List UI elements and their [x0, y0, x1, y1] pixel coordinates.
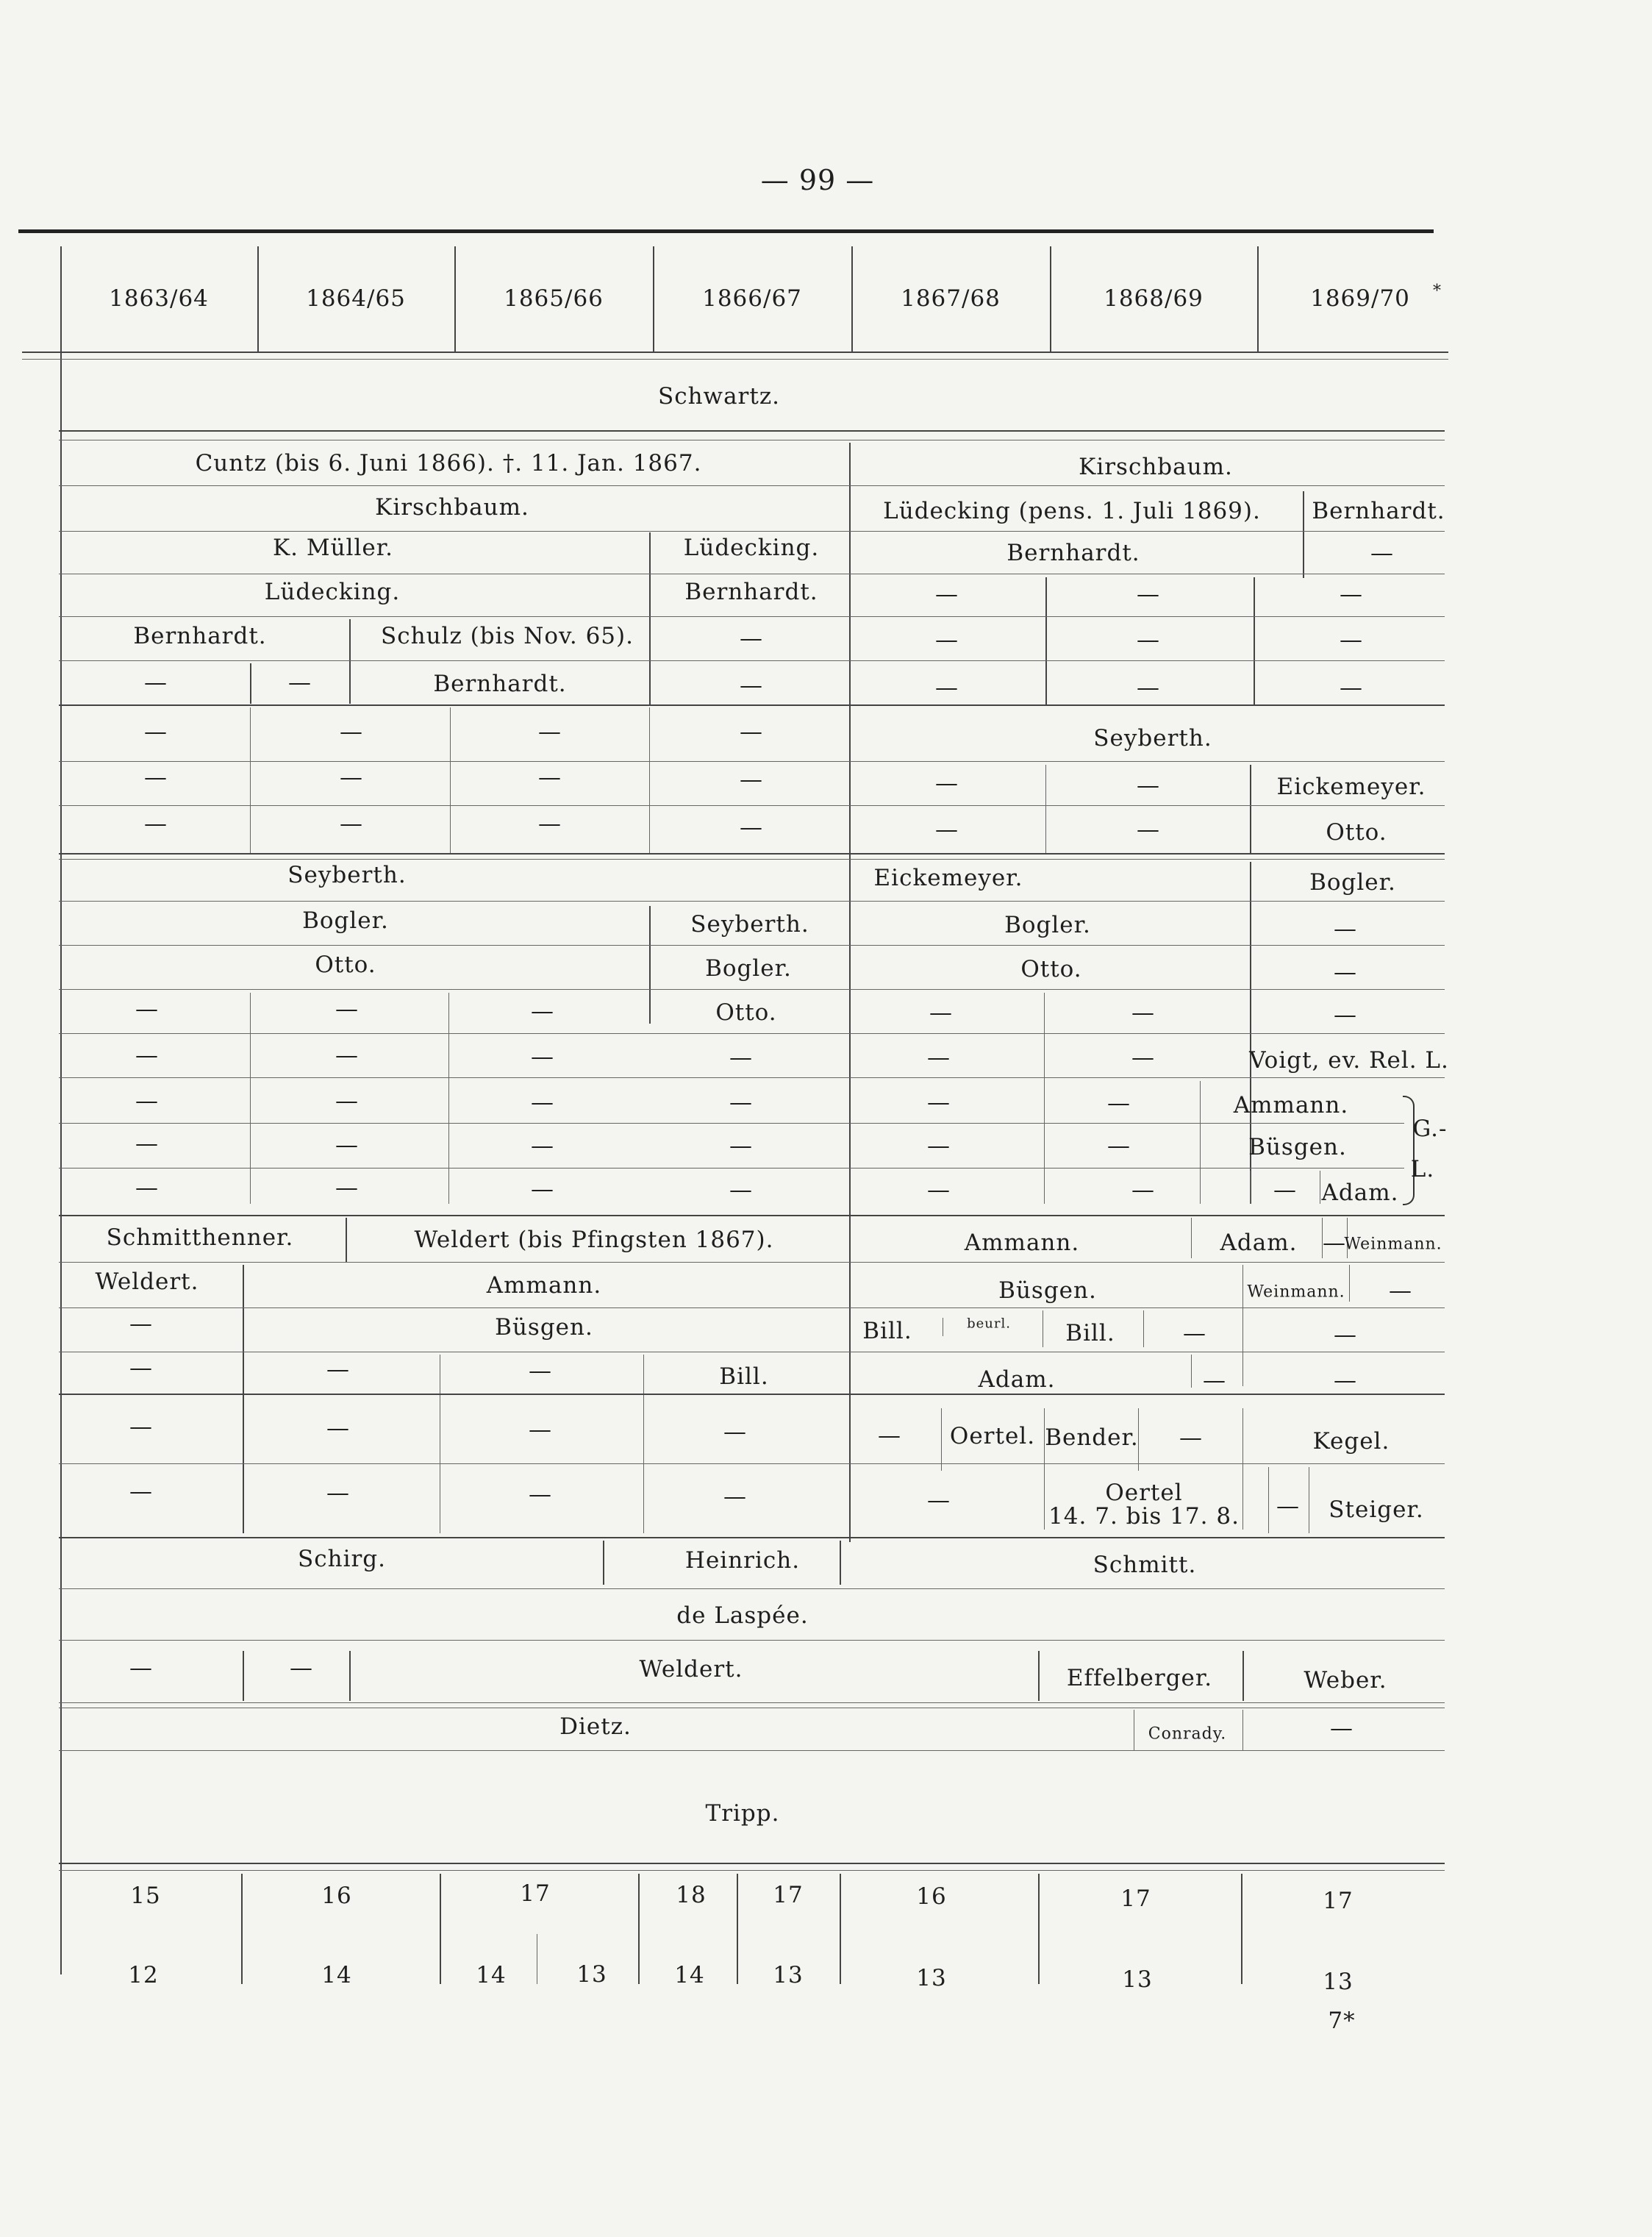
row-schmitthenner: Schmitthenner.: [106, 1224, 294, 1251]
row-bernhardt-b: Bernhardt.: [1006, 540, 1140, 566]
total-1-3: 18: [676, 1882, 707, 1908]
row-schwartz: Schwartz.: [657, 383, 781, 410]
total-1-1: 16: [321, 1883, 352, 1909]
year-1868: 1868/69: [1104, 285, 1204, 312]
row-bill-b: Bill.: [1065, 1320, 1115, 1346]
total-2-0: 12: [128, 1962, 159, 1988]
total-2-3: 13: [576, 1961, 607, 1988]
row-ammann-c: Ammann.: [486, 1272, 602, 1299]
row-bender: Bender.: [1045, 1424, 1139, 1451]
row-ammann-a: Ammann.: [1233, 1092, 1349, 1118]
document-page: — 99 — 1863/64 1864/65 1865/66 1866/67 1867/68 1868/69 1869/70 * Schwartz. Cuntz (bis 6. Juni 1866). †. 11. Jan. 1867. Kirschbaum. Kirschbaum. Lüdecking (pens. 1. Juli 1869). Bernhardt. K. Müller. Lüdecking. Bernhardt. — Lüdecking. Bernhardt. — — — Bernhardt. Schulz (bis Nov. 65). — — — — — — Bernhardt. — — — — — — — — Seyberth. — — — — — — Eickemeyer. — — — — — — Otto. Seyberth. Eickemeyer. Bogler. Bogler. Seyberth. Bogler. — Otto. Bogler. Otto. — — — — Otto. — — — — — — — — — Voigt, ev. Rel. L. — — — — — — Ammann. — — — — — — Büsgen. G.- L. — — — — — — — Adam. Schmitthenner. Weldert (bis Pfingsten 1867). Ammann. Adam. — Weinmann. Weldert. Ammann. Büsgen. Weinmann. — — Büsgen. Bill. beurl. Bill. — — — — — Bill. Adam. — — — — — — — Oertel. Bender. — Kegel. — — — — — Oertel 14. 7. bis 17. 8. — Steiger. Schirg. Heinrich. Schmitt. de Laspée. — — Weldert. Effelberger. Weber. Dietz. Conrady. — Tripp. 15 16 17 18 17 16 17 17 12 14 14 13 14 13 13 13 13 7*: [0, 0, 1652, 2237]
year-1863: 1863/64: [109, 285, 209, 312]
row-buesgen-b: Büsgen.: [998, 1277, 1097, 1304]
total-1-7: 17: [1323, 1888, 1354, 1914]
row-heinrich: Heinrich.: [684, 1547, 801, 1574]
row-seyberth-a: Seyberth.: [1093, 725, 1212, 752]
row-luedecking-pens: Lüdecking (pens. 1. Juli 1869).: [883, 498, 1261, 524]
page-number: — 99 —: [760, 164, 875, 196]
row-luedecking-b: Lüdecking.: [264, 579, 401, 605]
total-1-2: 17: [520, 1880, 551, 1907]
row-otto-a: Otto.: [1326, 819, 1387, 846]
row-bill-c: Bill.: [719, 1363, 769, 1390]
row-eickemeyer-b: Eickemeyer.: [873, 865, 1023, 891]
row-buesgen-c: Büsgen.: [495, 1314, 593, 1341]
row-k-mueller: K. Müller.: [272, 535, 394, 561]
row-kirschbaum-right: Kirschbaum.: [1079, 454, 1233, 480]
year-1866: 1866/67: [702, 285, 802, 312]
row-bernhardt-c: Bernhardt.: [684, 579, 818, 605]
row-seyberth-b: Seyberth.: [287, 862, 407, 888]
row-conrady: Conrady.: [1148, 1724, 1227, 1744]
row-beurl: beurl.: [967, 1316, 1011, 1332]
row-bogler-b: Bogler.: [302, 907, 389, 934]
total-2-7: 13: [1122, 1966, 1153, 1993]
row-bogler-d: Bogler.: [705, 955, 792, 982]
row-buesgen-a: Büsgen.: [1248, 1134, 1347, 1160]
row-oertel-a: Oertel.: [949, 1423, 1036, 1449]
row-bernhardt-e: Bernhardt.: [433, 671, 567, 697]
total-1-6: 17: [1120, 1885, 1151, 1912]
total-2-6: 13: [916, 1965, 947, 1991]
row-bogler-a: Bogler.: [1309, 869, 1396, 896]
left-border: [60, 246, 62, 1974]
row-weber: Weber.: [1304, 1667, 1387, 1694]
row-tripp: Tripp.: [705, 1800, 780, 1827]
row-oertel-b: Oertel: [1105, 1480, 1183, 1506]
row-weldert-pfingsten: Weldert (bis Pfingsten 1867).: [414, 1227, 774, 1253]
row-otto-c: Otto.: [1020, 956, 1082, 982]
total-2-8: 13: [1323, 1969, 1354, 1995]
row-bill-a: Bill.: [862, 1318, 912, 1344]
row-luedecking-a: Lüdecking.: [683, 535, 820, 561]
row-bernhardt-d: Bernhardt.: [133, 623, 267, 649]
row-weldert-b: Weldert.: [639, 1656, 743, 1683]
row-schmitt: Schmitt.: [1093, 1552, 1197, 1578]
row-schirg: Schirg.: [298, 1546, 386, 1572]
row-bogler-c: Bogler.: [1004, 912, 1091, 938]
top-rule: [18, 229, 1434, 233]
row-weinmann-b: Weinmann.: [1247, 1282, 1345, 1302]
row-adam-a: Adam.: [1321, 1180, 1399, 1206]
year-1869: 1869/70: [1310, 285, 1410, 312]
row-weldert-a: Weldert.: [95, 1269, 199, 1295]
row-laspee: de Laspée.: [676, 1602, 809, 1629]
label-g: G.-: [1412, 1116, 1448, 1142]
row-seyberth-c: Seyberth.: [690, 911, 809, 938]
total-1-5: 16: [916, 1883, 947, 1910]
total-2-4: 14: [674, 1962, 705, 1988]
row-oertel-dates: 14. 7. bis 17. 8.: [1048, 1503, 1240, 1530]
row-adam-c: Adam.: [978, 1366, 1056, 1393]
row-ammann-b: Ammann.: [964, 1230, 1080, 1256]
row-bernhardt-a: Bernhardt.: [1312, 498, 1445, 524]
row-schulz: Schulz (bis Nov. 65).: [381, 623, 634, 649]
row-voigt: Voigt, ev. Rel. L.: [1249, 1047, 1449, 1074]
footer-mark: 7*: [1328, 2008, 1356, 2034]
total-2-1: 14: [321, 1962, 352, 1988]
header-mark: *: [1433, 282, 1442, 301]
row-otto-d: Otto.: [715, 999, 777, 1026]
brace: [1403, 1096, 1415, 1205]
total-2-5: 13: [773, 1962, 804, 1988]
total-2-2: 14: [476, 1962, 507, 1988]
row-otto-b: Otto.: [315, 952, 376, 978]
year-1864: 1864/65: [306, 285, 406, 312]
row-weinmann-a: Weinmann.: [1344, 1235, 1442, 1254]
middle-divider: [849, 443, 851, 1542]
row-effelberger: Effelberger.: [1066, 1665, 1213, 1691]
total-1-4: 17: [773, 1882, 804, 1908]
row-steiger: Steiger.: [1329, 1496, 1424, 1523]
row-kirschbaum-left: Kirschbaum.: [375, 494, 529, 521]
row-dietz: Dietz.: [559, 1713, 632, 1740]
row-eickemeyer-a: Eickemeyer.: [1276, 774, 1426, 800]
total-1-0: 15: [130, 1883, 161, 1909]
year-1865: 1865/66: [504, 285, 604, 312]
row-kegel: Kegel.: [1312, 1428, 1390, 1455]
row-cuntz: Cuntz (bis 6. Juni 1866). †. 11. Jan. 1867.: [195, 450, 702, 477]
label-l: L.: [1410, 1156, 1435, 1182]
year-1867: 1867/68: [901, 285, 1001, 312]
row-adam-b: Adam.: [1220, 1230, 1298, 1256]
